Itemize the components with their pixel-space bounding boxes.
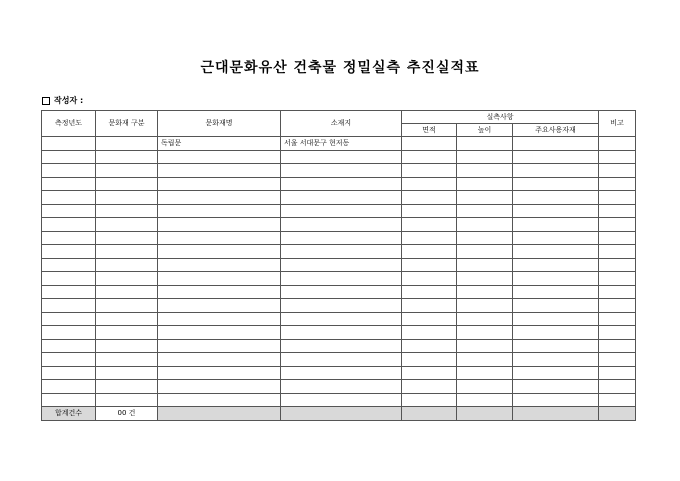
cell-name <box>158 285 281 299</box>
cell-area <box>402 353 457 367</box>
cell-height <box>457 312 513 326</box>
cell-remarks <box>599 339 636 353</box>
cell-area <box>402 285 457 299</box>
cell-year <box>42 380 96 394</box>
cell-year <box>42 272 96 286</box>
header-materials: 주요사용자재 <box>513 124 599 137</box>
cell-materials <box>513 366 599 380</box>
cell-height <box>457 285 513 299</box>
cell-location <box>281 353 402 367</box>
cell-year <box>42 137 96 151</box>
cell-category <box>96 285 158 299</box>
cell-name <box>158 339 281 353</box>
cell-area <box>402 231 457 245</box>
cell-remarks <box>599 164 636 178</box>
cell-materials <box>513 353 599 367</box>
table-row <box>42 177 636 191</box>
cell-area <box>402 339 457 353</box>
table-row <box>42 150 636 164</box>
table-row <box>42 339 636 353</box>
cell-name <box>158 204 281 218</box>
cell-name <box>158 312 281 326</box>
table-row <box>42 366 636 380</box>
cell-area <box>402 177 457 191</box>
footer-cell <box>513 407 599 421</box>
cell-materials <box>513 258 599 272</box>
cell-category <box>96 204 158 218</box>
cell-location: 서울 서대문구 현저동 <box>281 137 402 151</box>
cell-category <box>96 272 158 286</box>
cell-category <box>96 164 158 178</box>
author-label: 작성자 : <box>54 96 84 105</box>
cell-remarks <box>599 218 636 232</box>
header-year: 측정년도 <box>42 111 96 137</box>
cell-area <box>402 204 457 218</box>
table-row <box>42 164 636 178</box>
cell-year <box>42 150 96 164</box>
cell-height <box>457 326 513 340</box>
cell-category <box>96 150 158 164</box>
table-row <box>42 312 636 326</box>
results-table <box>41 110 636 421</box>
footer-cell <box>457 407 513 421</box>
cell-height <box>457 204 513 218</box>
footer-cell <box>402 407 457 421</box>
cell-location <box>281 380 402 394</box>
cell-area <box>402 366 457 380</box>
cell-remarks <box>599 258 636 272</box>
cell-area <box>402 191 457 205</box>
cell-height <box>457 150 513 164</box>
cell-remarks <box>599 380 636 394</box>
cell-year <box>42 353 96 367</box>
cell-materials <box>513 326 599 340</box>
header-category: 문화재 구분 <box>96 111 158 137</box>
cell-category <box>96 312 158 326</box>
cell-area <box>402 245 457 259</box>
cell-year <box>42 339 96 353</box>
cell-area <box>402 137 457 151</box>
cell-name <box>158 258 281 272</box>
cell-year <box>42 164 96 178</box>
cell-year <box>42 218 96 232</box>
cell-remarks <box>599 353 636 367</box>
cell-area <box>402 164 457 178</box>
cell-height <box>457 177 513 191</box>
cell-location <box>281 258 402 272</box>
cell-area <box>402 326 457 340</box>
cell-name <box>158 164 281 178</box>
table-row <box>42 285 636 299</box>
cell-category <box>96 231 158 245</box>
cell-category <box>96 299 158 313</box>
cell-height <box>457 393 513 407</box>
header-survey: 실측사항 <box>402 111 599 124</box>
cell-remarks <box>599 366 636 380</box>
cell-area <box>402 218 457 232</box>
cell-remarks <box>599 245 636 259</box>
cell-name <box>158 380 281 394</box>
cell-category <box>96 218 158 232</box>
cell-year <box>42 231 96 245</box>
cell-materials <box>513 245 599 259</box>
checkbox-square-icon <box>42 97 50 105</box>
cell-remarks <box>599 231 636 245</box>
cell-category <box>96 245 158 259</box>
cell-remarks <box>599 326 636 340</box>
cell-height <box>457 218 513 232</box>
cell-location <box>281 272 402 286</box>
table-row <box>42 393 636 407</box>
cell-materials <box>513 137 599 151</box>
cell-height <box>457 137 513 151</box>
cell-height <box>457 191 513 205</box>
cell-location <box>281 366 402 380</box>
cell-remarks <box>599 150 636 164</box>
table-row <box>42 258 636 272</box>
cell-category <box>96 326 158 340</box>
cell-year <box>42 299 96 313</box>
cell-height <box>457 299 513 313</box>
cell-location <box>281 191 402 205</box>
cell-name <box>158 231 281 245</box>
cell-category <box>96 353 158 367</box>
table-row <box>42 191 636 205</box>
cell-height <box>457 231 513 245</box>
cell-materials <box>513 312 599 326</box>
cell-remarks <box>599 299 636 313</box>
cell-remarks <box>599 137 636 151</box>
cell-materials <box>513 218 599 232</box>
cell-year <box>42 285 96 299</box>
cell-name <box>158 353 281 367</box>
cell-location <box>281 299 402 313</box>
cell-year <box>42 312 96 326</box>
cell-name <box>158 272 281 286</box>
header-remarks: 비고 <box>599 111 636 137</box>
cell-materials <box>513 380 599 394</box>
cell-category <box>96 366 158 380</box>
cell-materials <box>513 285 599 299</box>
cell-height <box>457 164 513 178</box>
cell-year <box>42 366 96 380</box>
cell-materials <box>513 393 599 407</box>
cell-area <box>402 312 457 326</box>
cell-name <box>158 177 281 191</box>
cell-remarks <box>599 177 636 191</box>
cell-category <box>96 380 158 394</box>
cell-name <box>158 218 281 232</box>
cell-name: 독립문 <box>158 137 281 151</box>
cell-area <box>402 272 457 286</box>
table-row <box>42 380 636 394</box>
table-row <box>42 137 636 151</box>
cell-height <box>457 339 513 353</box>
cell-remarks <box>599 393 636 407</box>
cell-location <box>281 218 402 232</box>
table-body <box>42 137 636 407</box>
cell-name <box>158 366 281 380</box>
footer-cell <box>281 407 402 421</box>
cell-area <box>402 380 457 394</box>
footer-row <box>42 407 636 421</box>
cell-height <box>457 380 513 394</box>
cell-category <box>96 393 158 407</box>
cell-location <box>281 245 402 259</box>
cell-name <box>158 245 281 259</box>
cell-location <box>281 150 402 164</box>
table-row <box>42 204 636 218</box>
cell-location <box>281 393 402 407</box>
cell-location <box>281 164 402 178</box>
cell-remarks <box>599 312 636 326</box>
cell-materials <box>513 150 599 164</box>
header-location: 소재지 <box>281 111 402 137</box>
cell-materials <box>513 191 599 205</box>
cell-materials <box>513 164 599 178</box>
cell-height <box>457 258 513 272</box>
cell-name <box>158 191 281 205</box>
cell-height <box>457 366 513 380</box>
cell-name <box>158 150 281 164</box>
cell-location <box>281 231 402 245</box>
footer-cell <box>599 407 636 421</box>
cell-location <box>281 312 402 326</box>
cell-remarks <box>599 204 636 218</box>
page-title: 근대문화유산 건축물 정밀실측 추진실적표 <box>200 60 480 76</box>
cell-height <box>457 353 513 367</box>
cell-category <box>96 191 158 205</box>
cell-year <box>42 191 96 205</box>
table-row <box>42 299 636 313</box>
cell-location <box>281 339 402 353</box>
cell-materials <box>513 177 599 191</box>
cell-materials <box>513 204 599 218</box>
header-name: 문화재명 <box>158 111 281 137</box>
header-height: 높이 <box>457 124 513 137</box>
cell-materials <box>513 339 599 353</box>
table-row <box>42 231 636 245</box>
total-label: 합계건수 <box>42 407 96 421</box>
cell-materials <box>513 272 599 286</box>
cell-location <box>281 326 402 340</box>
cell-materials <box>513 299 599 313</box>
cell-year <box>42 258 96 272</box>
cell-area <box>402 299 457 313</box>
cell-name <box>158 299 281 313</box>
table-row <box>42 245 636 259</box>
cell-area <box>402 150 457 164</box>
cell-year <box>42 245 96 259</box>
cell-area <box>402 393 457 407</box>
cell-materials <box>513 231 599 245</box>
cell-height <box>457 272 513 286</box>
cell-location <box>281 285 402 299</box>
cell-category <box>96 137 158 151</box>
cell-year <box>42 177 96 191</box>
table-row <box>42 353 636 367</box>
cell-name <box>158 326 281 340</box>
footer-cell <box>158 407 281 421</box>
cell-category <box>96 258 158 272</box>
cell-year <box>42 204 96 218</box>
cell-category <box>96 177 158 191</box>
cell-location <box>281 177 402 191</box>
table-row <box>42 326 636 340</box>
cell-remarks <box>599 285 636 299</box>
cell-year <box>42 393 96 407</box>
cell-area <box>402 258 457 272</box>
cell-remarks <box>599 272 636 286</box>
header-area: 면적 <box>402 124 457 137</box>
table-row <box>42 272 636 286</box>
cell-name <box>158 393 281 407</box>
total-value: 00 건 <box>96 407 158 421</box>
cell-category <box>96 339 158 353</box>
author-line <box>42 95 83 106</box>
cell-remarks <box>599 191 636 205</box>
cell-year <box>42 326 96 340</box>
cell-location <box>281 204 402 218</box>
table-row <box>42 218 636 232</box>
cell-height <box>457 245 513 259</box>
